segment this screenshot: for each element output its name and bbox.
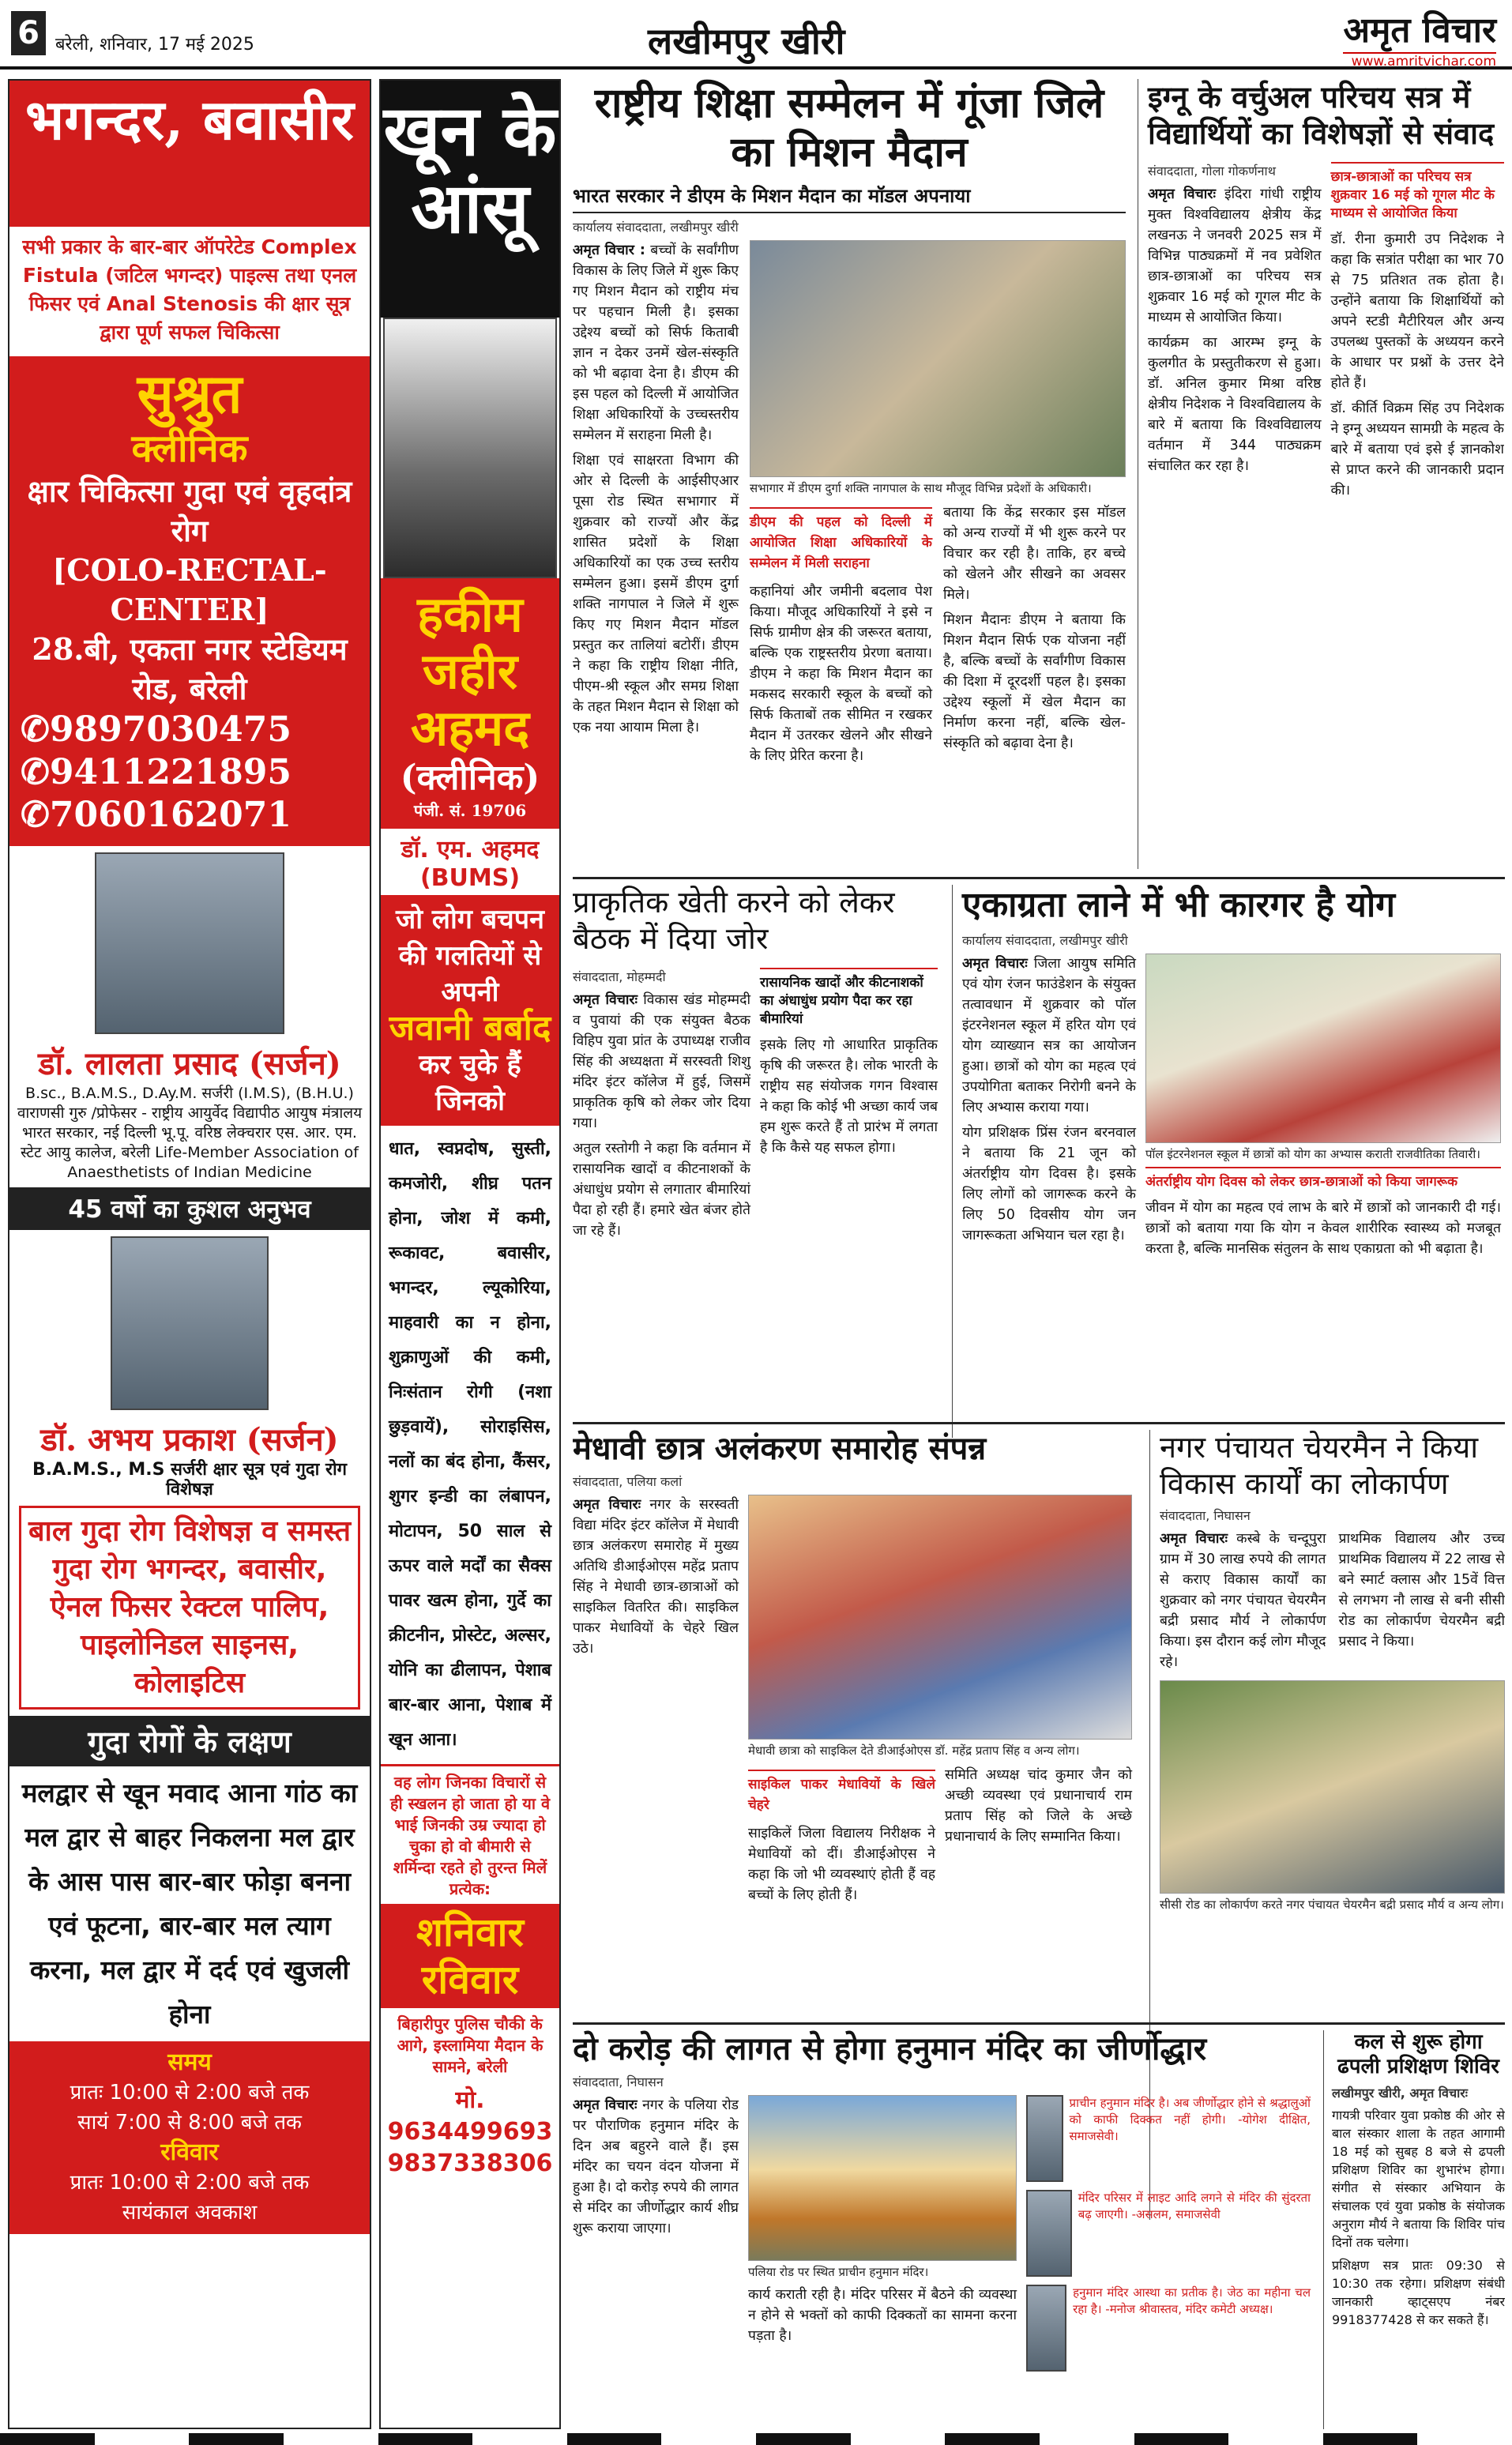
- article-paragraph: नगर के पलिया रोड पर पौराणिक हनुमान मंदिर के दिन अब बहुरने वाले हैं। इस मंदिर का चयन वंदन योजना में हुआ है। दो करोड़ रुपये की लागत से मंदिर का जीर्णोद्धार कार्य शीघ्र शुरू कराया जाएगा।: [573, 2097, 739, 2236]
- pull-quote: अंतर्राष्ट्रीय योग दिवस को लेकर छात्र-छात्राओं को किया जागरूक: [1145, 1167, 1501, 1193]
- ad2-mobile: मो. 9634499693 9837338306: [387, 2086, 553, 2177]
- ad2-address: बिहारीपुर पुलिस चौकी के आगे, इस्लामिया मैदान के सामने, बरेली: [397, 2014, 543, 2076]
- article-headline: प्राकृतिक खेती करने को लेकर बैठक में दिया जोर: [573, 885, 895, 956]
- article-lead: अमृत विचारः: [1160, 1531, 1228, 1548]
- article-body: [1145, 1198, 1501, 1259]
- youth-block: [381, 895, 559, 1126]
- article-byline: संवाददाता, निघासन: [1160, 1508, 1251, 1524]
- article-body: [748, 2285, 1017, 2346]
- symptoms-text: मलद्वार से खून मवाद आना गांठ का मल द्वार से बाहर निकलना मल द्वार के आस पास बार-बार फोड़ा बनना एवं फूटना, बार-बार मल त्याग करना, मल द्वार में दर्द एवं खुजली होना: [21, 1777, 358, 2029]
- article-paragraph: साइकिलें जिला विद्यालय निरीक्षक ने मेधावियों को दीं। डीआईओएस ने कहा कि जो भी व्यवस्थाएं होती हैं वह बच्चों के लिए होती हैं।: [748, 1826, 935, 1903]
- date-line: बरेली, शनिवार, 17 मई 2025: [55, 35, 254, 55]
- doctor2-name: डॉ. अभय प्रकाश (सर्जन): [40, 1421, 339, 1458]
- registration: पंजी. सं. 19706: [413, 801, 527, 820]
- ad-title: भगन्दर, बवासीर: [9, 81, 370, 227]
- doctor1-meta: B.sc., B.A.M.S., D.Ay.M. सर्जरी (I.M.S), (B.H.U.) वाराणसी गुरु /प्रोफेसर - राष्ट्रीय आयुर्वेद विद्यापीठ आयुष मंत्रालय भारत सरकार, नई दिल्ली भू.पू. वरिष्ठ लेक्चरार एस. आर. एम. स्टेट आयु कालेज, बरेली Life-Member Association of Anaesthetists of Indian Medicine: [17, 1085, 363, 1181]
- article-body: [943, 502, 1126, 771]
- hakeem-block: [381, 578, 559, 829]
- timing-heading: समय: [167, 2048, 212, 2076]
- article-body: [1148, 184, 1322, 476]
- timing-block: [9, 2041, 370, 2234]
- print-color-bar: [0, 2433, 1512, 2445]
- brand-url[interactable]: www.amritvichar.com: [1343, 52, 1496, 70]
- divider: [573, 877, 1505, 879]
- phone-3: ✆7060162071: [21, 795, 292, 835]
- article-education-conference: [573, 79, 1126, 869]
- article-paragraph: कहानियां और जमीनी बदलाव पेश किया। मौजूद अधिकारियों ने इसे न सिर्फ ग्रामीण क्षेत्र की जरूरत बताया, बल्कि एक राष्ट्रस्तरीय प्रेरणा बताया। डीएम ने कहा कि मिशन मैदान का मकसद सरकारी स्कूल के बच्चों को सिर्फ किताबों तक सीमित न रखकर मैदान में उतरकर खेलने और सीखने के लिए प्रेरित करना है।: [750, 583, 932, 764]
- article-paragraph: प्रशिक्षण सत्र प्रातः 09:30 से 10:30 तक रहेगा। प्रशिक्षण संबंधी जानकारी व्हाट्सएप नंबर 9918377428 से कर सकते हैं।: [1332, 2258, 1505, 2328]
- advertisement-piles-clinic: [8, 79, 371, 2429]
- article-byline: कार्यालय संवाददाता, लखीमपुर खीरी: [962, 932, 1128, 948]
- sunday-heading: रविवार: [160, 2138, 219, 2166]
- article-lead: अमृत विचारः: [962, 955, 1028, 972]
- article-paragraph: बच्चों के सर्वांगीण विकास के लिए जिले में शुरू किए गए मिशन मैदान को राष्ट्रीय मंच पर पहचान मिली है। इसका उद्देश्य बच्चों को सिर्फ किताबी ज्ञान न देकर उनमें खेल-संस्कृति को भी बढ़ावा देना है। डीएम की इस पहल को दिल्ली में आयोजित शिक्षा अधिकारियों के उच्चस्तरीय सम्मेलन में सराहना मिली है।: [573, 242, 739, 443]
- article-byline: लखीमपुर खीरी, अमृत विचारः: [1332, 2086, 1469, 2101]
- article-paragraph: शिक्षा एवं साक्षरता विभाग की ओर से दिल्ली के आईसीएआर पूसा रोड स्थित सभागार में शुक्रवार को राज्यों और केंद्र शासित प्रदेशों के शिक्षा अधिकारियों का एक उच्च स्तरीय सम्मेलन हुआ। इसमें डीएम दुर्गा शक्ति नागपाल ने जिले में शुरू किए गए मिशन मैदान मॉडल प्रस्तुत कर तालियां बटोरीं। डीएम ने कहा कि राष्ट्रीय शिक्षा नीति, पीएम-श्री स्कूल और समग्र शिक्षा के तहत मिशन मैदान से शिक्षा को एक नया आयाम मिला है।: [573, 452, 739, 735]
- article-headline: मेधावी छात्र अलंकरण समारोह संपन्न: [573, 1430, 987, 1467]
- article-byline: संवाददाता, निघासन: [573, 2074, 664, 2090]
- article-dafli-camp: [1323, 2030, 1505, 2429]
- article-paragraph: जीवन में योग का महत्व एवं लाभ के बारे में छात्रों को जानकारी दी गई। छात्रों को बताया गया कि योग न केवल शारीरिक स्वास्थ्य को मजबूत करता है, बल्कि मानसिक संतुलन के साथ एकाग्रता को भी बढ़ाता है।: [1145, 1199, 1501, 1257]
- article-paragraph: मिशन मैदानः डीएम ने बताया कि मिशन मैदान सिर्फ एक योजना नहीं है, बल्कि बच्चों के सर्वांगीण विकास की दिशा में दूरदर्शी पहल है। इसका उद्देश्य स्कूलों में खेल मैदान का निर्माण करना नहीं, बल्कि खेल-संस्कृति को बढ़ावा देना है।: [943, 611, 1126, 751]
- article-paragraph: अतुल रस्तोगी ने कहा कि वर्तमान में रासायनिक खादों व कीटनाशकों के अंधाधुंध प्रयोग से लगातार बीमारियां पैदा हो रही हैं। हमारे खेत बंजर होते जा रहे हैं।: [573, 1141, 750, 1239]
- timing-line: सायं 7:00 से 8:00 बजे तक: [77, 2111, 302, 2135]
- article-body: [573, 240, 739, 771]
- article-lead: अमृत विचारः: [573, 1497, 641, 1513]
- article-body: [1160, 1529, 1505, 1672]
- specialties: बाल गुदा रोग विशेषज्ञ व समस्त गुदा रोग भगन्दर, बवासीर, ऐनल फिसर रेक्टल पालिप, पाइलोनिडल साइनस, कोलाइटिस: [19, 1506, 360, 1710]
- youth-big: जवानी बर्बाद: [389, 1008, 551, 1048]
- article-paragraph: नगर के सरस्वती विद्या मंदिर इंटर कॉलेज में मेधावी छात्र अलंकरण समारोह में मुख्य अतिथि डीआईओएस महेंद्र प्रताप सिंह ने मेधावी छात्र-छात्राओं को साइकिल वितरित की। साइकिल पाकर मेधावियों के चेहरे खिल उठे।: [573, 1497, 739, 1657]
- article-lead: अमृत विचारः: [1148, 186, 1216, 203]
- article-body: [573, 2095, 739, 2372]
- quote: हनुमान मंदिर आस्था का प्रतीक है। जेठ का महीना चल रहा है। -मनोज श्रीवास्तव, मंदिर कमेटी अध्यक्ष।: [1073, 2285, 1311, 2316]
- article-paragraph: इसके लिए गो आधारित प्राकृतिक कृषि की जरूरत है। लोक भारती के राष्ट्रीय सह संयोजक गगन विश्वास ने कहा कि कोई भी अच्छा कार्य जब हम शुरू करते हैं तो प्रारंभ में लगता है कि कैसे यह सफल होगा।: [760, 1037, 938, 1157]
- article-paragraph: गायत्री परिवार युवा प्रकोष्ठ की ओर से बाल संस्कार शाला के तहत आगामी 18 मई को सुबह 8 बजे से ढपली प्रशिक्षण शिविर का शुभारंभ होगा। संगीत से संस्कार अभियान के संचालक एवं युवा प्रकोष्ठ के संयोजक अनुराग मौर्य ने बताया कि शिविर पांच दिनों तक चलेगा।: [1332, 2108, 1505, 2251]
- doctor2-meta: B.A.M.S., M.S सर्जरी क्षार सूत्र एवं गुदा रोग विशेषज्ञ: [32, 1460, 348, 1499]
- article-paragraph: बताया कि केंद्र सरकार इस मॉडल को अन्य राज्यों में भी शुरू करने पर विचार कर रही है। ताकि, हर बच्चे को खेलने और सीखने का अवसर मिले।: [943, 504, 1126, 603]
- hakeem-photo: [383, 318, 557, 578]
- ad2-note: वह लोग जिनका विचारों से ही स्खलन हो जाता हो या वे भाई जिनकी उम्र ज्यादा हो चुका हो वो बीमारी से शर्मिन्दा रहते हो तुरन्त मिलें प्रत्येक:: [381, 1764, 559, 1904]
- article-paragraph: इंदिरा गांधी राष्ट्रीय मुक्त विश्वविद्यालय क्षेत्रीय केंद्र लखनऊ ने जनवरी 2025 सत्र में विभिन्न पाठ्यक्रमों में नव प्रवेशित छात्र-छात्राओं का परिचय सत्र शुक्रवार 16 मई को गूगल मीट के माध्यम से आयोजित किया।: [1148, 186, 1322, 326]
- phone-1: ✆9897030475: [21, 709, 292, 750]
- article-yoga: [952, 885, 1505, 1438]
- youth-text: जो लोग बचपन की गलतियों से अपनी: [396, 904, 544, 1008]
- brand-logo: [1343, 5, 1496, 70]
- article-headline: कल से शुरू होगा ढपली प्रशिक्षण शिविर: [1337, 2030, 1499, 2079]
- article-lead: अमृत विचारः: [573, 2097, 638, 2113]
- timing-line: सायंकाल अवकाश: [122, 2201, 258, 2225]
- article-paragraph: प्राथमिक विद्यालय और उच्च प्राथमिक विद्यालय में 22 लाख से बने स्मार्ट क्लास और 15वें वित्त से लगभग नौ लाख से बनी सीसी रोड का लोकार्पण चेयरमैन बद्री प्रसाद ने किया।: [1338, 1531, 1505, 1650]
- timing-line: प्रातः 10:00 से 2:00 बजे तक: [70, 2081, 310, 2105]
- hakeem-clinic: (क्लीनिक): [400, 758, 540, 798]
- advertisement-hakeem-clinic: [379, 79, 561, 2429]
- article-dek: भारत सरकार ने डीएम के मिशन मैदान का मॉडल अपनाया: [573, 182, 1126, 213]
- ad-services: सभी प्रकार के बार-बार ऑपरेटेड Complex Fistula (जटिल भगन्दर) पाइल्स तथा एनल फिसर एवं Anal Stenosis की क्षार सूत्र द्वारा पूर्ण सफल चिकित्सा: [22, 235, 357, 344]
- article-body: [573, 1495, 739, 1910]
- image-caption: पॉल इंटरनेशनल स्कूल में छात्रों को योग का अभ्यास कराती राजवीतिका तिवारी।: [1145, 1146, 1480, 1161]
- article-paragraph: डॉ. कीर्ति विक्रम सिंह उप निदेशक ने इग्नू अध्ययन सामग्री के महत्व के बारे में बताया एवं इसे ई ज्ञानकोश से प्राप्त करने की जानकारी प्रदान की।: [1330, 401, 1504, 499]
- article-byline: कार्यालय संवाददाता, लखीमपुर खीरी: [573, 219, 739, 235]
- pull-quote: डीएम की पहल को दिल्ली में आयोजित शिक्षा अधिकारियों के सम्मेलन में मिली सराहना: [750, 507, 932, 577]
- article-body: [760, 1035, 938, 1158]
- article-image: [748, 2095, 1017, 2261]
- experience-band: 45 वर्षो का कुशल अनुभव: [9, 1187, 370, 1230]
- timing-line: प्रातः 10:00 से 2:00 बजे तक: [70, 2171, 310, 2195]
- article-paragraph: कार्यक्रम का आरम्भ इग्नू के कुलगीत के प्रस्तुतीकरण से हुआ। डॉ. अनिल कुमार मिश्रा वरिष्ठ क्षेत्रीय निदेशक ने विश्वविद्यालय के बारे में बताया कि विश्वविद्यालय वर्तमान में 344 पाठ्यक्रम संचालित कर रहा है।: [1148, 335, 1322, 475]
- image-caption: मेधावी छात्रा को साइकिल देते डीआईओएस डॉ. महेंद्र प्रताप सिंह व अन्य लोग।: [748, 1743, 1080, 1758]
- article-paragraph: कस्बे के चन्दूपुरा ग्राम में 30 लाख रुपये की लागत से कराए विकास कार्यों का शुक्रवार को नगर पंचायत चेयरमैन बद्री प्रसाद मौर्य ने लोकार्पण किया। इस दौरान कई लोग मौजूद रहे।: [1160, 1531, 1326, 1671]
- pull-quote: साइकिल पाकर मेधावियों के खिले चेहरे: [748, 1770, 935, 1819]
- brand-name: अमृत विचार: [1343, 10, 1496, 51]
- clinic-name: सुश्रुत: [137, 363, 243, 426]
- person-photo: [1026, 2095, 1063, 2182]
- clinic-block: [9, 356, 370, 846]
- divider: [573, 2022, 1505, 2025]
- ailments-list: धात, स्वप्नदोष, सुस्ती, कमजोरी, शीघ्र पतन होना, जोश में कमी, रूकावट, बवासीर, भगन्दर, ल्यूकोरिया, माहवारी का न होना, शुक्राणुओं की कमी, निःसंतान रोगी (नशा छुड़वायें), सोराइसिस, नलों का बंद होना, कैंसर, शुगर इन्डी का लंबापन, मोटापन, 50 साल से ऊपर वाले मर्दों का सैक्स पावर खत्म होना, गुर्दे का क्रीटनीन, प्रोस्टेट, अल्सर, योनि का ढीलापन, पेशाब बार-बार आना, पेशाब में खून आना।: [389, 1139, 551, 1750]
- article-body: [945, 1765, 1132, 1910]
- hakeem-name: हकीम जहीर अहमद: [410, 585, 530, 757]
- phone-2: ✆9411221895: [21, 752, 292, 792]
- article-paragraph: विकास खंड मोहम्मदी व पुवायां की एक संयुक्त बैठक विहिप युवा प्रांत के उपाध्यक्ष राजीव सिंह की अध्यक्षता में सरस्वती शिशु मंदिर इंटर कॉलेज में हुई, जिसमें प्राकृतिक कृषि को लेकर जोर दिया गया।: [573, 992, 750, 1132]
- image-caption: पलिया रोड पर स्थित प्राचीन हनुमान मंदिर।: [748, 2265, 929, 2279]
- ad2-days: शनिवार रविवार: [381, 1904, 559, 2008]
- symptoms-heading: गुदा रोगों के लक्षण: [9, 1716, 370, 1766]
- city-title: लखीमपुर खीरी: [648, 20, 845, 62]
- clinic-line2: [COLO-RECTAL-CENTER]: [52, 552, 327, 627]
- article-body: [1332, 2106, 1505, 2329]
- article-headline: एकाग्रता लाने में भी कारगर है योग: [962, 885, 1396, 925]
- clinic-line1: क्षार चिकित्सा गुदा एवं वृहदांत्र रोग: [27, 473, 352, 548]
- article-body: [750, 502, 932, 771]
- article-hanuman-temple: [573, 2030, 1315, 2429]
- article-byline: संवाददाता, मोहम्मदी: [573, 969, 666, 985]
- article-headline: इग्नू के वर्चुअल परिचय सत्र में विद्यार्थियों का विशेषज्ञों से संवाद: [1148, 79, 1495, 151]
- doctor-photo: [95, 852, 284, 1034]
- pull-quote: छात्र-छात्राओं का परिचय सत्र शुक्रवार 16 मई को गूगल मीट के माध्यम से आयोजित किया: [1331, 162, 1505, 224]
- article-body: [573, 990, 750, 1241]
- article-paragraph: योग प्रशिक्षक प्रिंस रंजन बरनवाल ने बताया कि 21 जून को अंतर्राष्ट्रीय योग दिवस है। इसके लिए लोगों को जागरूक करने के लिए 50 दिवसीय योग जन जागरूकता अभियान चल रहा है।: [962, 1124, 1136, 1243]
- ad2-title: खून के आंसू: [381, 81, 559, 318]
- masthead: [0, 0, 1512, 70]
- doctor1-name: डॉ. लालता प्रसाद (सर्जन): [38, 1045, 341, 1082]
- image-caption: सीसी रोड का लोकार्पण करते नगर पंचायत चेयरमैन बद्री प्रसाद मौर्य व अन्य लोग।: [1160, 1898, 1504, 1913]
- person-photo: [1026, 2190, 1072, 2277]
- article-paragraph: डॉ. रीना कुमारी उप निदेशक ने कहा कि सत्रांत परीक्षा का भार 70 से 75 प्रतिशत तक होता है। उन्होंने बताया कि शिक्षार्थियों को अपने स्टडी मैटीरियल और अन्य उपलब्ध पुस्तकों के अध्ययन करने के आधार पर प्रश्नों के उत्तर देने होते हैं।: [1330, 231, 1504, 392]
- page-number: 6: [11, 11, 46, 55]
- youth-end: कर चुके हैं जिनको: [419, 1049, 521, 1117]
- article-headline: नगर पंचायत चेयरमैन ने किया विकास कार्यों का लोकार्पण: [1160, 1430, 1479, 1501]
- quote: प्राचीन हनुमान मंदिर है। अब जीर्णोद्धार होने से श्रद्धालुओं को काफी दिक्कत नहीं होगी। -योगेश दीक्षित, समाजसेवी।: [1069, 2096, 1311, 2143]
- article-image: [1145, 954, 1501, 1143]
- quote: मंदिर परिसर में लाइट आदि लगने से मंदिर की सुंदरता बढ़ जाएगी। -असलम, समाजसेवी: [1078, 2191, 1311, 2221]
- article-image: [1160, 1680, 1505, 1894]
- article-paragraph: समिति अध्यक्ष चांद कुमार जैन को अच्छी व्यवस्था एवं प्रधानाचार्य राम प्रताप सिंह को जिले के अच्छे प्रधानाचार्य के लिए सम्मानित किया।: [945, 1767, 1132, 1845]
- article-byline: संवाददाता, गोला गोकर्णनाथ: [1148, 164, 1276, 179]
- clinic-address: 28.बी, एकता नगर स्टेडियम रोड, बरेली: [32, 631, 348, 706]
- article-paragraph: जिला आयुष समिति एवं योग रंजन फाउंडेशन के संयुक्त तत्वावधान में शुक्रवार को पॉल इंटरनेशनल स्कूल में हरित योग एवं योग व्याख्यान सत्र का आयोजन हुआ। छात्रों को योग का महत्व एवं उपयोगिता बताकर निरोगी बनने के लिए अभ्यास कराया गया।: [962, 955, 1136, 1115]
- article-image: [750, 240, 1126, 477]
- article-lead: अमृत विचार :: [573, 242, 645, 258]
- article-ignou: [1138, 79, 1504, 869]
- article-body: [962, 954, 1136, 1264]
- article-natural-farming: [573, 885, 944, 1438]
- divider: [573, 1422, 1505, 1424]
- pull-quote: रासायनिक खादों और कीटनाशकों का अंधाधुंध प्रयोग पैदा कर रहा बीमारियां: [760, 968, 938, 1030]
- article-lead: अमृत विचारः: [573, 992, 638, 1009]
- article-headline: दो करोड़ की लागत से होगा हनुमान मंदिर का जीर्णोद्धार: [573, 2030, 1207, 2067]
- clinic-sub: क्लीनिक: [131, 427, 248, 471]
- person-photo: [1026, 2285, 1066, 2372]
- doctor-name: डॉ. एम. अहमद (BUMS): [401, 836, 540, 892]
- article-image: [748, 1495, 1132, 1740]
- article-headline: राष्ट्रीय शिक्षा सम्मेलन में गूंजा जिले का मिशन मैदान: [594, 79, 1104, 177]
- image-caption: सभागार में डीएम दुर्गा शक्ति नागपाल के साथ मौजूद विभिन्न प्रदेशों के अधिकारी।: [750, 480, 1092, 495]
- article-paragraph: कार्य कराती रही है। मंदिर परिसर में बैठने की व्यवस्था न होने से भक्तों को काफी दिक्कतों का सामना करना पड़ता है।: [748, 2287, 1017, 2344]
- article-body: [748, 1765, 935, 1910]
- article-body: [1331, 229, 1505, 501]
- doctor-photo: [111, 1236, 269, 1410]
- article-byline: संवाददाता, पलिया कलां: [573, 1474, 683, 1489]
